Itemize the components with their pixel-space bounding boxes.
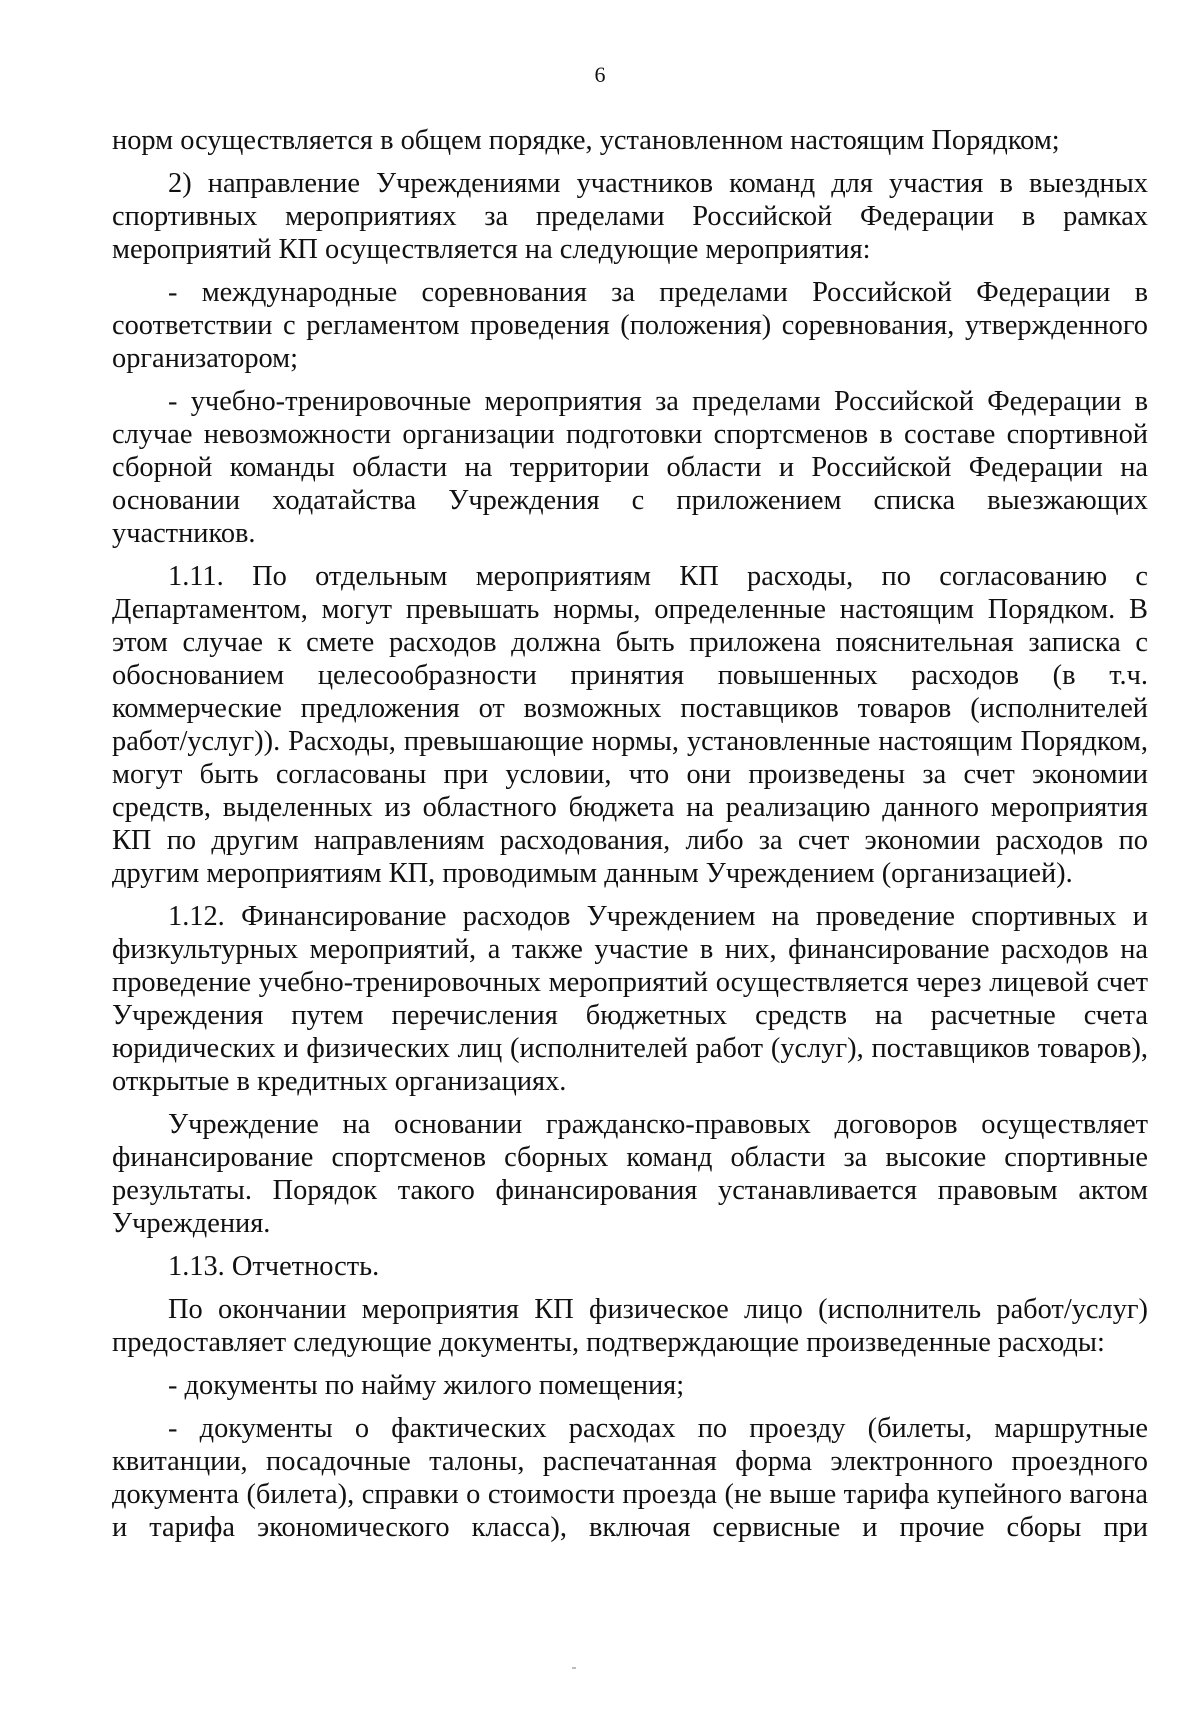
paragraph-athlete-financing: Учреждение на основании гражданско-правовых договоров осуществляет финансирование спортсменов сборных команд области за высокие спортивные результаты. Порядок такого финансирования устанавливается правовым актом Учреждения. xyxy=(112,1109,1148,1239)
paragraph-reporting-intro: По окончании мероприятия КП физическое лицо (исполнитель работ/услуг) предоставляет следующие документы, подтверждающие произведенные расходы: xyxy=(112,1294,1148,1358)
section-heading-1-13: 1.13. Отчетность. xyxy=(168,1251,380,1282)
page-number: 6 xyxy=(594,62,606,87)
paragraph-section-1-12: 1.12. Финансирование расходов Учреждением на проведение спортивных и физкультурных мероприятий, а также участие в них, финансирование расходов на проведение учебно-тренировочных мероприятий осуществляется через лицевой счет Учреждения путем перечисления бюджетных средств на расчетные счета юридических и физических лиц (исполнителей работ (услуг), поставщиков товаров), открытые в кредитных организациях. xyxy=(112,901,1148,1097)
paragraph-item-2: 2) направление Учреждениями участников команд для участия в выездных спортивных мероприятиях за пределами Российской Федерации в рамках мероприятий КП осуществляется на следующие мероприятия: xyxy=(112,168,1148,265)
document-body xyxy=(112,124,1148,1554)
paragraph-bullet-training-events: - учебно-тренировочные мероприятия за пределами Российской Федерации в случае невозможности организации подготовки спортсменов в составе спортивной сборной команды области на территории области и Российской Федерации на основании ходатайства Учреждения с приложением списка выезжающих участников. xyxy=(112,386,1148,549)
paragraph-bullet-housing-documents: - документы по найму жилого помещения; xyxy=(168,1370,685,1401)
paragraph-bullet-international-competitions: - международные соревнования за пределами Российской Федерации в соответствии с регламентом проведения (положения) соревнования, утвержденного организатором; xyxy=(112,277,1148,374)
paragraph-section-1-11: 1.11. По отдельным мероприятиям КП расходы, по согласованию с Департаментом, могут превышать нормы, определенные настоящим Порядком. В этом случае к смете расходов должна быть приложена пояснительная записка с обоснованием целесообразности принятия повышенных расходов (в т.ч. коммерческие предложения от возможных поставщиков товаров (исполнителей работ/услуг)). Расходы, превышающие нормы, установленные настоящим Порядком, могут быть согласованы при условии, что они произведены за счет экономии средств, выделенных из областного бюджета на реализацию данного мероприятия КП по другим направлениям расходования, либо за счет экономии расходов по другим мероприятиям КП, проводимым данным Учреждением (организацией). xyxy=(112,561,1148,889)
paragraph-continuation: норм осуществляется в общем порядке, установленном настоящим Порядком; xyxy=(112,125,1060,156)
scan-dot-mark xyxy=(572,1667,576,1669)
paragraph-bullet-travel-documents: - документы о фактических расходах по проезду (билеты, маршрутные квитанции, посадочные талоны, распечатанная форма электронного проездного документа (билета), справки о стоимости проезда (не выше тарифа купейного вагона и тарифа экономического класса), включая сервисные и прочие сборы при xyxy=(112,1413,1148,1543)
